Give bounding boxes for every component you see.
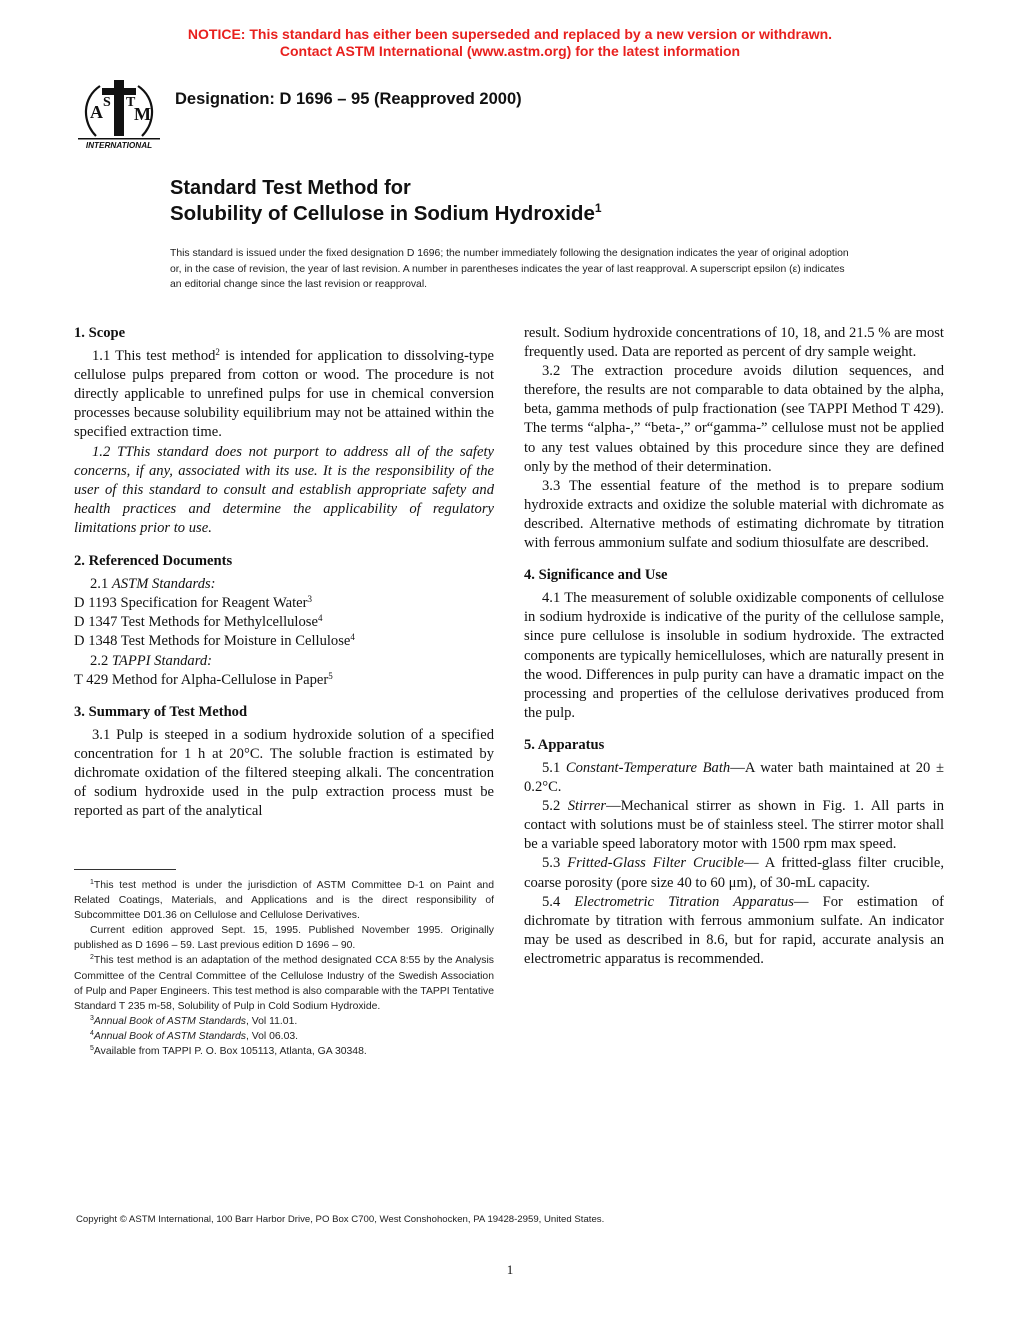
footnote-text: This test method is under the jurisdiction of ASTM Committee D-1 on Paint and Related Coatings, Materials, and Applications and is the direct responsibility of Subcommittee D01.36 on Cellulose and Cellulose Derivatives. xyxy=(74,880,494,922)
paragraph-1-1-a: 1.1 This test method xyxy=(92,348,216,365)
footnote-ref-4b: 4 xyxy=(350,632,355,643)
title-line-2 xyxy=(170,201,602,227)
footnote-ref-3: 3 xyxy=(307,594,312,605)
section-heading-significance: 4. Significance and Use xyxy=(524,567,668,584)
left-column xyxy=(74,324,494,821)
footnotes xyxy=(74,878,494,1059)
footnote-ref-4: 4 xyxy=(317,613,323,624)
footnote-mark: 4 xyxy=(90,1029,94,1037)
paragraph-1-1 xyxy=(74,347,494,442)
paragraph-5-2 xyxy=(524,797,944,854)
document-title xyxy=(170,175,602,227)
footnote-italic: Annual Book of ASTM Standards xyxy=(93,1015,247,1027)
num-5-4: 5.4 xyxy=(542,893,575,910)
paragraph-5-1 xyxy=(524,759,944,797)
paragraph-1-1-b: is intended for application to dissolving-type cellulose pulps prepared from cotton or wood. The procedure is not directly applicable to unrefined pulps for use in chemical conversion processes because solubility equilibrium may not be attained within the specified extraction time. xyxy=(74,348,494,441)
text-5-2: —Mechanical stirrer as shown in Fig. 1. All parts in contact with solutions must be of stainless steel. The stirrer motor shall be a variable speed laboratory motor with 1500 rpm max speed. xyxy=(524,798,944,853)
page-number: 1 xyxy=(506,1262,514,1277)
title-5-4: Electrometric Titration Apparatus xyxy=(574,893,794,910)
footnote-mark: 1 xyxy=(90,879,94,886)
right-column xyxy=(524,324,944,969)
notice-line-2: Contact ASTM International (www.astm.org) for the latest information xyxy=(279,43,741,59)
section-heading-scope: 1. Scope xyxy=(74,325,126,341)
reference-item xyxy=(74,632,494,651)
footnote-5 xyxy=(74,1044,494,1059)
title-line-1: Standard Test Method for xyxy=(170,177,411,199)
svg-text:S: S xyxy=(103,95,111,110)
footnote-1 xyxy=(74,878,494,923)
footnote-text: , Vol 11.01. xyxy=(246,1015,298,1027)
footnote-text: Current edition approved Sept. 15, 1995. Published November 1995. Originally published as D 1696 – 59. Last previous edition D 1696 – 90. xyxy=(74,925,494,952)
footnote-4 xyxy=(74,1029,494,1044)
paragraph-3-3: 3.3 The essential feature of the method is to prepare sodium hydroxide extracts and oxidize the soluble material with dichromate as described. Alternative methods of estimating dichromate by titration with ferrous ammonium sulfate and sodium thiosulfate are described. xyxy=(524,477,944,552)
footnote-2 xyxy=(74,953,494,1013)
tappi-standard-num: 2.2 xyxy=(90,652,112,669)
footnote-text: This test method is an adaptation of the method designated CCA 8:55 by the Analysis Committee of the Central Committee of the Cellulose Industry of the Swedish Association of Pulp and Paper Engineers. This test method is also comparable with the TAPPI Tentative Standard T 235 m-58, Solubility of Pulp in Cold Sodium Hydroxide. xyxy=(74,955,494,1012)
footnote-divider xyxy=(74,869,176,870)
reference-item xyxy=(74,671,494,690)
logo-caption: INTERNATIONAL xyxy=(85,141,153,150)
num-5-2: 5.2 xyxy=(542,798,568,815)
footnote-mark: 3 xyxy=(90,1014,94,1022)
designation: Designation: D 1696 – 95 (Reapproved 2000) xyxy=(175,90,522,108)
svg-text:T: T xyxy=(126,95,136,110)
paragraph-5-3 xyxy=(524,854,944,892)
title-5-2: Stirrer xyxy=(567,798,607,815)
section-heading-summary: 3. Summary of Test Method xyxy=(74,703,248,720)
footnote-1-edition xyxy=(74,923,494,953)
paragraph-3-1-continued: result. Sodium hydroxide concentrations of 10, 18, and 21.5 % are most frequently used. Data are reported as percent of dry sample weight. xyxy=(524,325,944,361)
footnote-italic: Annual Book of ASTM Standards xyxy=(93,1030,247,1042)
text-5-4: — For estimation of dichromate by titration with ferrous ammonium sulfate. An indicator may be used as described in 8.6, but for rapid, accurate analysis an electrometric apparatus is recommended. xyxy=(524,893,945,967)
reference-item xyxy=(74,594,494,613)
notice-banner xyxy=(0,26,1020,60)
section-heading-apparatus: 5. Apparatus xyxy=(524,736,605,753)
text-5-1: —A water bath maintained at 20 ± 0.2°C. xyxy=(524,759,945,796)
tappi-standard-title: TAPPI Standard: xyxy=(111,652,213,669)
footnote-text: Available from TAPPI P. O. Box 105113, Atlanta, GA 30348. xyxy=(93,1046,367,1058)
text-5-3: — A fritted-glass filter crucible, coarse porosity (pore size 40 to 60 μm), of 30-mL capacity. xyxy=(524,855,945,891)
paragraph-4-1: 4.1 The measurement of soluble oxidizable components of cellulose in sodium hydroxide is indicative of the purity of the cellulose sample, since pure cellulose is insoluble in sodium hydroxide. The extracted components are typically hemicelluloses, which are naturally present in the wood. Differences in pulp purity can have a dramatic impact on the processing and properties of the cellulose derivatives produced from the pulp. xyxy=(524,590,944,721)
astm-standards-label xyxy=(74,575,494,594)
footnote-text: , Vol 06.03. xyxy=(246,1030,299,1042)
intro-paragraph: This standard is issued under the fixed designation D 1696; the number immediately following the designation indicates the year of original adoption or, in the case of revision, the year of last revision. A number in parentheses indicates the year of last reapproval. A superscript epsilon (ε) indicates an editorial change since the last revision or reapproval. xyxy=(170,248,849,290)
footnote-ref-2: 2 xyxy=(215,347,220,358)
copyright-line: Copyright © ASTM International, 100 Barr Harbor Drive, PO Box C700, West Conshohocken, PA 19428-2959, United States. xyxy=(76,1214,605,1225)
astm-logo xyxy=(76,76,162,152)
notice-line-1: NOTICE: This standard has either been superseded and replaced by a new version or withdrawn. xyxy=(187,26,833,42)
reference-d1348: D 1348 Test Methods for Moisture in Cellulose xyxy=(74,633,351,650)
paragraph-1-2-text: 1.2 TThis standard does not purport to address all of the safety concerns, if any, associated with its use. It is the responsibility of the user of this standard to consult and establish appropriate safety and health practices and determine the applicability of regulatory limitations prior to use. xyxy=(74,443,494,536)
footnote-ref-5: 5 xyxy=(328,670,333,681)
title-5-1: Constant-Temperature Bath xyxy=(565,759,731,776)
title-line-2-text: Solubility of Cellulose in Sodium Hydroxide xyxy=(170,202,595,225)
svg-text:A: A xyxy=(90,102,103,122)
astm-standards-num: 2.1 xyxy=(90,576,112,593)
tappi-standard-label xyxy=(74,652,494,671)
footnote-3 xyxy=(74,1014,494,1029)
paragraph-3-1: 3.1 Pulp is steeped in a sodium hydroxide solution of a specified concentration for 1 h at 20°C. The soluble fraction is estimated by dichromate oxidation of the filtered steeping alkali. The concentration of sodium hydroxide used in the pulp extraction process must be reported as part of the analytical xyxy=(74,726,494,820)
section-heading-referenced-documents: 2. Referenced Documents xyxy=(74,553,233,570)
num-5-1: 5.1 xyxy=(542,759,566,776)
title-5-3: Fritted-Glass Filter Crucible xyxy=(567,855,745,872)
title-footnote-mark: 1 xyxy=(594,201,602,215)
paragraph-3-2: 3.2 The extraction procedure avoids dilution sequences, and therefore, the results are not comparable to data obtained by the alpha, beta, gamma methods of pulp fractionation (see TAPPI Method T 429). The terms “alpha-,” “beta-,” or“gamma-” cellulose must not be applied to any test values obtained by this procedure since they are defined only by the method of their determination. xyxy=(524,363,944,475)
footnote-mark: 5 xyxy=(90,1045,94,1053)
svg-text:M: M xyxy=(134,104,151,124)
paragraph-5-4 xyxy=(524,893,944,969)
paragraph-1-2 xyxy=(74,443,494,538)
reference-t429: T 429 Method for Alpha-Cellulose in Paper xyxy=(74,671,329,688)
astm-standards-title: ASTM Standards: xyxy=(111,576,216,593)
num-5-3: 5.3 xyxy=(542,855,568,872)
reference-d1193: D 1193 Specification for Reagent Water xyxy=(74,595,308,612)
reference-d1347: D 1347 Test Methods for Methylcellulose xyxy=(74,614,318,631)
reference-item xyxy=(74,613,494,632)
footnote-mark: 2 xyxy=(90,954,94,962)
